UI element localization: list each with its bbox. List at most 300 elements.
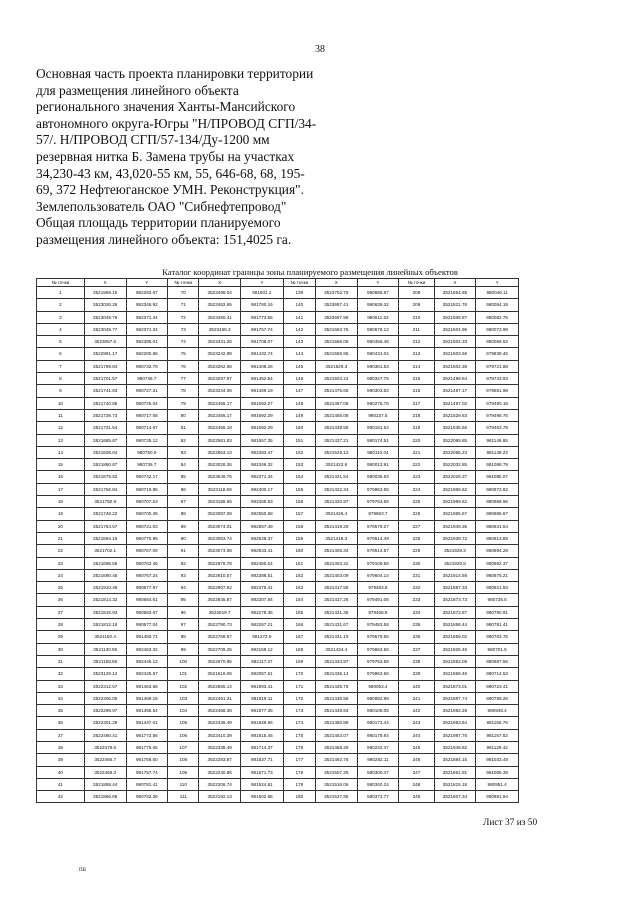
point-number-cell: 41 [37,778,85,790]
x-coordinate-cell: 3521663.76 [315,323,357,335]
x-coordinate-cell: 3521497.02 [434,397,476,409]
y-coordinate-cell: 982463.32 [126,643,168,655]
y-coordinate-cell: 980714.67 [126,422,168,434]
y-coordinate-cell: 980714.53 [476,668,519,680]
point-number-cell: 142 [283,323,315,335]
y-coordinate-cell: 980727.31 [126,385,168,397]
y-coordinate-cell: 979463.79 [476,422,519,434]
x-coordinate-cell: 3521696.58 [84,557,126,569]
x-coordinate-cell: 3521421.54 [315,471,357,483]
point-number-cell: 233 [399,594,434,606]
point-number-cell: 36 [37,717,85,729]
point-number-cell: 214 [399,360,434,372]
table-row [37,385,519,397]
point-number-cell: 229 [399,545,434,557]
point-number-cell: 211 [399,323,434,335]
table-row [37,754,519,766]
y-coordinate-cell: 980700.45 [126,508,168,520]
point-number-cell: 88 [168,508,199,520]
y-coordinate-cell: 979483.58 [357,619,399,631]
y-coordinate-cell: 981469.19 [241,385,284,397]
point-number-cell: 162 [283,569,315,581]
point-number-cell: 111 [168,791,199,803]
x-coordinate-cell: 3522240.86 [199,766,241,778]
y-coordinate-cell: 979491.08 [357,594,399,606]
x-coordinate-cell: 3521859.02 [434,631,476,643]
x-coordinate-cell: 3521554.65 [434,287,476,299]
y-coordinate-cell: 982376.41 [241,582,284,594]
point-number-cell: 247 [399,766,434,778]
x-coordinate-cell: 3523063.74 [199,532,241,544]
y-coordinate-cell: 982557.49 [241,520,284,532]
heading-line: для размещения линейного объекта [36,82,239,98]
y-coordinate-cell: 981801.2 [241,287,284,299]
y-coordinate-cell: 982450.04 [241,557,284,569]
y-coordinate-cell: 980035.63 [357,471,399,483]
point-number-cell: 107 [168,741,199,753]
x-coordinate-cell: 3521403.09 [315,569,357,581]
point-number-cell: 212 [399,336,434,348]
y-coordinate-cell: 980073.98 [476,323,519,335]
x-coordinate-cell: 3521852.09 [434,655,476,667]
x-coordinate-cell: 3521529.13 [315,446,357,458]
table-row [37,643,519,655]
point-number-cell: 170 [283,668,315,680]
point-number-cell: 239 [399,668,434,680]
y-coordinate-cell: 981432.74 [241,348,284,360]
point-number-cell: 222 [399,459,434,471]
x-coordinate-cell: 3521873.73 [434,594,476,606]
x-coordinate-cell: 3521437.26 [315,594,357,606]
y-coordinate-cell: 981447.01 [126,717,168,729]
y-coordinate-cell: 981775.05 [126,741,168,753]
y-coordinate-cell: 982117.37 [241,655,284,667]
point-number-cell: 180 [283,791,315,803]
x-coordinate-cell: 3522581.83 [199,434,241,446]
x-coordinate-cell: 3521608.04 [84,446,126,458]
x-coordinate-cell: 3522456.18 [199,422,241,434]
x-coordinate-cell: 3521969.62 [434,496,476,508]
point-number-cell: 168 [283,643,315,655]
x-coordinate-cell: 3521436.14 [315,668,357,680]
point-number-cell: 232 [399,582,434,594]
point-number-cell: 11 [37,409,85,421]
point-number-cell: 179 [283,778,315,790]
y-coordinate-cell: 980456.48 [357,336,399,348]
point-number-cell: 71 [168,299,199,311]
footer-mark: ПВ [79,868,86,873]
point-number-cell: 226 [399,508,434,520]
point-number-cell: 91 [168,545,199,557]
point-number-cell: 148 [283,397,315,409]
x-coordinate-cell: 3521437.21 [315,434,357,446]
y-coordinate-cell: 980931.54 [476,520,519,532]
table-row [37,397,519,409]
point-number-cell: 246 [399,754,434,766]
y-coordinate-cell: 981714.37 [241,741,284,753]
y-coordinate-cell: 980781.41 [476,619,519,631]
y-coordinate-cell: 979838.46 [476,348,519,360]
y-coordinate-cell: 980300.47 [357,766,399,778]
point-number-cell: 156 [283,496,315,508]
point-number-cell: 73 [168,323,199,335]
y-coordinate-cell: 980763.46 [126,557,168,569]
point-number-cell: 225 [399,496,434,508]
y-coordinate-cell: 980719.95 [126,483,168,495]
y-coordinate-cell: 980723.41 [476,680,519,692]
point-number-cell: 1 [37,287,85,299]
y-coordinate-cell: 980686.87 [357,287,399,299]
x-coordinate-cell: 3523087.08 [199,508,241,520]
point-number-cell: 42 [37,791,85,803]
x-coordinate-cell: 3523049.77 [84,323,126,335]
y-coordinate-cell: 980347.75 [357,373,399,385]
y-coordinate-cell: 982465.93 [241,496,284,508]
table-row [37,508,519,520]
x-coordinate-cell: 3523697.41 [315,299,357,311]
x-coordinate-cell: 3523074.01 [199,520,241,532]
x-coordinate-cell: 3521499.84 [434,373,476,385]
x-coordinate-cell: 3523118.59 [199,483,241,495]
x-coordinate-cell: 3521492.76 [315,754,357,766]
x-coordinate-cell: 3521616.06 [199,668,241,680]
point-number-cell: 101 [168,668,199,680]
x-coordinate-cell: 3521422.34 [315,483,357,495]
y-coordinate-cell: 981149.23 [476,446,519,458]
point-number-cell: 243 [399,717,434,729]
point-number-cell: 82 [168,434,199,446]
point-number-cell: 94 [168,582,199,594]
x-coordinate-cell: 3522819.7 [199,606,241,618]
y-coordinate-cell: 981815.45 [241,729,284,741]
y-coordinate-cell: 981129.42 [476,741,519,753]
point-number-cell: 143 [283,336,315,348]
table-row [37,459,519,471]
column-header: X [84,279,126,287]
point-number-cell: 152 [283,446,315,458]
table-row [37,532,519,544]
y-coordinate-cell: 979721.88 [476,360,519,372]
point-number-cell: 98 [168,631,199,643]
y-coordinate-cell: 982346.32 [241,459,284,471]
y-coordinate-cell: 980431.04 [357,348,399,360]
point-number-cell: 2 [37,299,85,311]
x-coordinate-cell: 3521529.3 [315,360,357,372]
table-row [37,336,519,348]
coordinates-table [36,278,519,803]
point-number-cell: 30 [37,643,85,655]
x-coordinate-cell: 3522768.57 [199,631,241,643]
y-coordinate-cell: 980725.12 [126,434,168,446]
y-coordinate-cell: 981637.71 [241,754,284,766]
table-row [37,717,519,729]
point-number-cell: 85 [168,471,199,483]
point-number-cell: 248 [399,778,434,790]
x-coordinate-cell: 3521929.3 [434,545,476,557]
y-coordinate-cell: 980973.82 [476,483,519,495]
point-number-cell: 8 [37,373,85,385]
point-number-cell: 80 [168,409,199,421]
y-coordinate-cell: 980701.5 [476,643,519,655]
y-coordinate-cell: 982278.35 [241,606,284,618]
heading-line: Основная часть проекта планировки территории [36,66,314,81]
point-number-cell: 99 [168,643,199,655]
x-coordinate-cell: 3521756.84 [84,483,126,495]
x-coordinate-cell: 3523129.12 [84,668,126,680]
x-coordinate-cell: 3521516.06 [315,778,357,790]
y-coordinate-cell: 982346.92 [126,299,168,311]
x-coordinate-cell: 3521434.97 [315,655,357,667]
point-number-cell: 35 [37,705,85,717]
x-coordinate-cell: 3523242.98 [199,348,241,360]
y-coordinate-cell: 980732.79 [126,360,168,372]
x-coordinate-cell: 3521868.44 [84,778,126,790]
point-number-cell: 72 [168,311,199,323]
point-number-cell: 159 [283,532,315,544]
y-coordinate-cell: 980687.56 [476,655,519,667]
y-coordinate-cell: 980821.93 [476,582,519,594]
heading-line: 69, 372 Нефтеюганское УМН. Реконструкция". [36,182,304,198]
x-coordinate-cell: 3521740.85 [84,397,126,409]
point-number-cell: 167 [283,631,315,643]
table-row [37,680,519,692]
point-number-cell: 21 [37,532,85,544]
x-coordinate-cell: 3522790.73 [199,619,241,631]
x-coordinate-cell: 3523262.58 [199,360,241,372]
point-number-cell: 93 [168,569,199,581]
x-coordinate-cell: 3521949.82 [434,741,476,753]
y-coordinate-cell: 979763.66 [357,496,399,508]
y-coordinate-cell: 980053.4 [357,680,399,692]
y-coordinate-cell: 980770.95 [126,532,168,544]
point-number-cell: 234 [399,606,434,618]
point-number-cell: 14 [37,446,85,458]
point-number-cell: 84 [168,459,199,471]
x-coordinate-cell: 3521987.76 [434,729,476,741]
x-coordinate-cell: 3522907.62 [199,582,241,594]
x-coordinate-cell: 3521685.67 [84,434,126,446]
y-coordinate-cell: 980742.17 [126,471,168,483]
y-coordinate-cell: 981708.07 [241,336,284,348]
table-row [37,594,519,606]
y-coordinate-cell: 980233.47 [357,741,399,753]
heading-line: размещения линейного объекта: 151,4025 га. [36,231,292,247]
y-coordinate-cell: 980736.7 [126,459,168,471]
x-coordinate-cell: 3523049.76 [84,311,126,323]
point-number-cell: 249 [399,791,434,803]
y-coordinate-cell: 981692.29 [241,409,284,421]
point-number-cell: 157 [283,508,315,520]
point-number-cell: 177 [283,754,315,766]
x-coordinate-cell: 3522670.85 [199,655,241,667]
y-coordinate-cell: 980767.24 [126,569,168,581]
y-coordinate-cell: 979663.56 [357,643,399,655]
x-coordinate-cell: 3522301.29 [84,717,126,729]
point-number-cell: 237 [399,643,434,655]
y-coordinate-cell: 980110.04 [357,446,399,458]
point-number-cell: 19 [37,508,85,520]
table-row [37,323,519,335]
point-number-cell: 37 [37,729,85,741]
point-number-cell: 102 [168,680,199,692]
point-number-cell: 169 [283,655,315,667]
table-row [37,729,519,741]
y-coordinate-cell: 980750.9 [126,446,168,458]
point-number-cell: 140 [283,299,315,311]
point-number-cell: 86 [168,483,199,495]
y-coordinate-cell: 982550.58 [241,508,284,520]
point-number-cell: 18 [37,496,85,508]
x-coordinate-cell: 3522410.39 [199,729,241,741]
x-coordinate-cell: 3521403.22 [315,557,357,569]
table-row [37,569,519,581]
x-coordinate-cell: 3523297.97 [199,373,241,385]
x-coordinate-cell: 3523498.04 [199,287,241,299]
point-number-cell: 103 [168,692,199,704]
point-number-cell: 17 [37,483,85,495]
table-row [37,311,519,323]
point-number-cell: 34 [37,692,85,704]
x-coordinate-cell: 3523026.26 [84,299,126,311]
x-coordinate-cell: 3521814.32 [84,594,126,606]
x-coordinate-cell: 3521422.6 [315,459,357,471]
y-coordinate-cell: 981657.35 [241,434,284,446]
x-coordinate-cell: 3521873.01 [434,680,476,692]
x-coordinate-cell: 3521731.54 [84,422,126,434]
x-coordinate-cell: 3522491.31 [199,692,241,704]
point-number-cell: 242 [399,705,434,717]
x-coordinate-cell: 3521969.62 [434,483,476,495]
y-coordinate-cell: 980082.76 [476,311,519,323]
point-number-cell: 16 [37,471,85,483]
x-coordinate-cell: 3521939.72 [434,532,476,544]
point-number-cell: 219 [399,422,434,434]
y-coordinate-cell: 980082.98 [357,692,399,704]
point-number-cell: 160 [283,545,315,557]
point-number-cell: 15 [37,459,85,471]
y-coordinate-cell: 981773.56 [241,311,284,323]
y-coordinate-cell: 980303.63 [357,385,399,397]
x-coordinate-cell: 3521884.15 [434,754,476,766]
x-coordinate-cell: 3522910.57 [199,569,241,581]
x-coordinate-cell: 3521435.76 [315,680,357,692]
x-coordinate-cell: 3521529.63 [434,409,476,421]
table-row [37,360,519,372]
y-coordinate-cell: 980678.12 [357,323,399,335]
y-coordinate-cell: 980735.5 [476,594,519,606]
point-number-cell: 92 [168,557,199,569]
point-number-cell: 216 [399,385,434,397]
y-coordinate-cell: 980717.08 [126,409,168,421]
x-coordinate-cell: 3521866.46 [434,668,476,680]
x-coordinate-cell: 3523026.26 [199,459,241,471]
table-row [37,373,519,385]
y-coordinate-cell: 982400.17 [241,483,284,495]
point-number-cell: 95 [168,594,199,606]
y-coordinate-cell: 979579.27 [357,520,399,532]
point-number-cell: 224 [399,483,434,495]
x-coordinate-cell: 3521825.45 [434,643,476,655]
y-coordinate-cell: 980758.26 [476,692,519,704]
x-coordinate-cell: 3522456.17 [199,397,241,409]
point-number-cell: 139 [283,287,315,299]
table-row [37,741,519,753]
table-row [37,606,519,618]
document-heading [36,66,366,249]
point-number-cell: 240 [399,680,434,692]
x-coordinate-cell: 3521983.64 [434,717,476,729]
y-coordinate-cell: 980790.91 [476,606,519,618]
x-coordinate-cell: 3521130.95 [84,643,126,655]
point-number-cell: 147 [283,385,315,397]
point-number-cell: 144 [283,348,315,360]
y-coordinate-cell: 981877.35 [241,705,284,717]
point-number-cell: 78 [168,385,199,397]
x-coordinate-cell: 3521887.33 [434,582,476,594]
y-coordinate-cell: 979108.58 [357,557,399,569]
x-coordinate-cell: 3523067.6 [84,336,126,348]
table-row [37,692,519,704]
y-coordinate-cell: 979733.93 [476,373,519,385]
point-number-cell: 231 [399,569,434,581]
column-header: № точки [399,279,434,287]
y-coordinate-cell: 980968.96 [476,496,519,508]
point-number-cell: 81 [168,422,199,434]
y-coordinate-cell: 980373.77 [357,791,399,803]
y-coordinate-cell: 982371.34 [126,311,168,323]
point-number-cell: 230 [399,557,434,569]
x-coordinate-cell: 3521431.36 [315,606,357,618]
y-coordinate-cell: 980763.76 [476,631,519,643]
x-coordinate-cell: 3521887.74 [434,692,476,704]
x-coordinate-cell: 3522863.13 [199,446,241,458]
y-coordinate-cell: 981146.65 [476,434,519,446]
point-number-cell: 245 [399,741,434,753]
y-coordinate-cell: 980058.52 [476,336,519,348]
x-coordinate-cell: 3521497.17 [434,385,476,397]
point-number-cell: 213 [399,348,434,360]
x-coordinate-cell: 3522065.24 [434,446,476,458]
y-coordinate-cell: 979490.18 [476,397,519,409]
column-header: Y [241,279,284,287]
point-number-cell: 151 [283,434,315,446]
column-header: Y [126,279,168,287]
x-coordinate-cell: 3521418.3 [315,532,357,544]
y-coordinate-cell: 981993.41 [241,680,284,692]
table-row [37,582,519,594]
x-coordinate-cell: 3521467.08 [315,397,357,409]
table-row [37,446,519,458]
x-coordinate-cell: 3522466.7 [84,754,126,766]
x-coordinate-cell: 3523546.76 [199,471,241,483]
x-coordinate-cell: 3521965.67 [434,508,476,520]
y-coordinate-cell: 982546.37 [241,532,284,544]
x-coordinate-cell: 3521754.57 [84,520,126,532]
y-coordinate-cell: 981692.29 [241,422,284,434]
x-coordinate-cell: 3523482.65 [199,299,241,311]
table-row [37,299,519,311]
x-coordinate-cell: 3522032.85 [434,459,476,471]
x-coordinate-cell: 3521419.29 [315,520,357,532]
y-coordinate-cell: 982283.67 [126,287,168,299]
point-number-cell: 9 [37,385,85,397]
y-coordinate-cell: 981463.66 [126,680,168,692]
point-number-cell: 24 [37,569,85,581]
point-number-cell: 241 [399,692,434,704]
x-coordinate-cell: 3521702.1 [84,545,126,557]
x-coordinate-cell: 3522845.87 [199,594,241,606]
column-header: X [434,279,476,287]
